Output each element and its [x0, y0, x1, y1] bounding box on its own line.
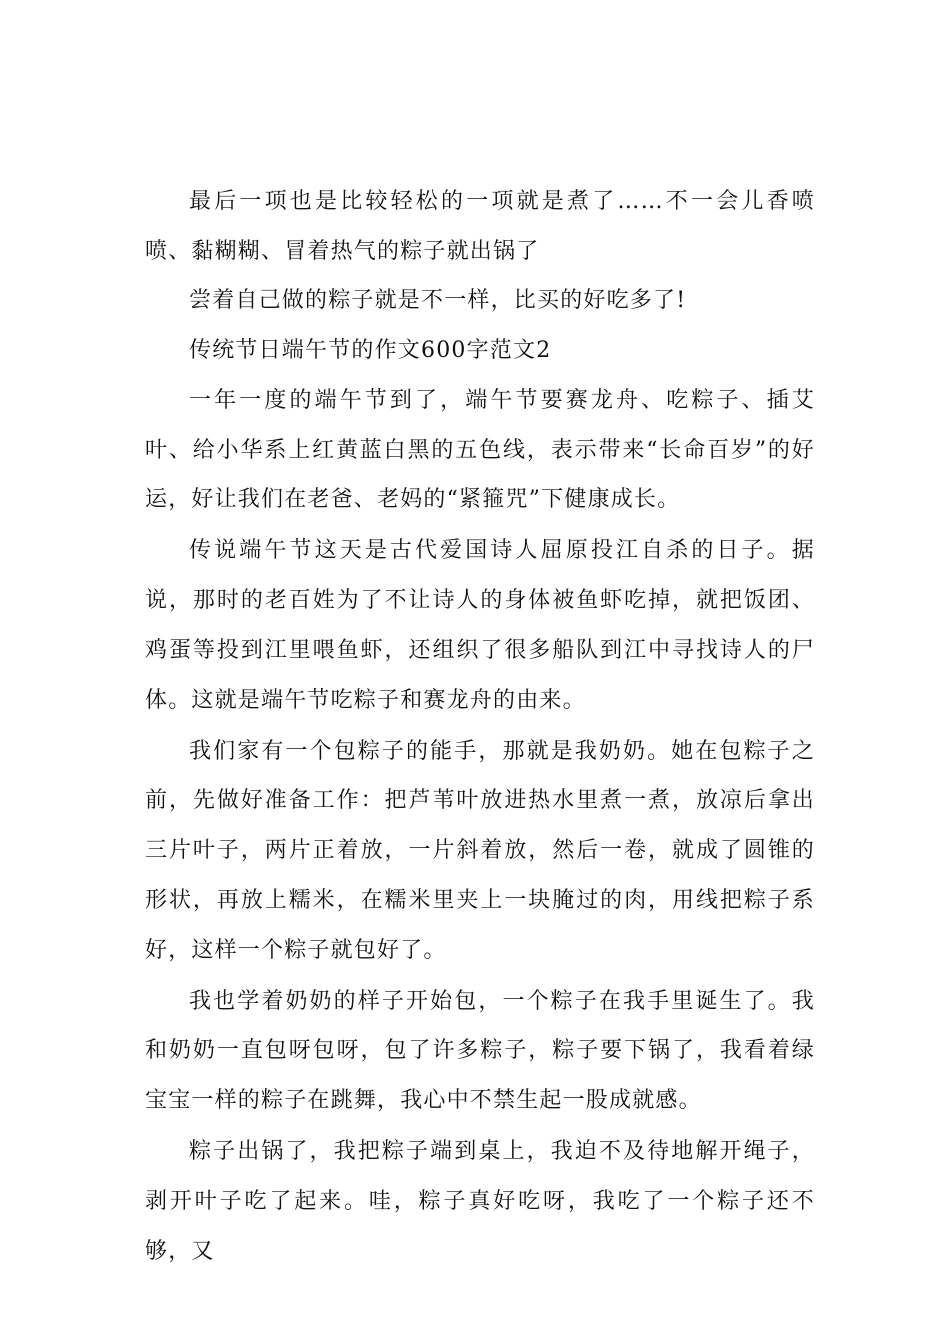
- paragraph-legend: 传说端午节这天是古代爱国诗人屈原投江自杀的日子。据说，那时的老百姓为了不让诗人的身体被鱼虾吃掉，就把饭团、鸡蛋等投到江里喂鱼虾，还组织了很多船队到江中寻找诗人的尸体。这就是端午节吃粽子和赛龙舟的由来。: [145, 538, 815, 713]
- paragraph-grandma: 我们家有一个包粽子的能手，那就是我奶奶。她在包粽子之前，先做好准备工作：把芦苇叶放进热水里煮一煮，放凉后拿出三片叶子，两片正着放，一片斜着放，然后一卷，就成了圆锥的形状，再放上糯米，在糯米里夹上一块腌过的肉，用线把粽子系好，这样一个粽子就包好了。: [145, 738, 815, 963]
- document-body: [145, 177, 815, 1276]
- paragraph-festival-intro: 一年一度的端午节到了，端午节要赛龙舟、吃粽子、插艾叶、给小华系上红黄蓝白黑的五色线，表示带来“长命百岁”的好运，好让我们在老爸、老妈的“紧箍咒”下健康成长。: [145, 387, 815, 513]
- paragraph-cooking: 最后一项也是比较轻松的一项就是煮了……不一会儿香喷喷、黏糊糊、冒着热气的粽子就出锅了: [145, 189, 815, 264]
- essay-title-2: 传统节日端午节的作文600字范文2: [189, 338, 552, 364]
- paragraph-eating: 粽子出锅了，我把粽子端到桌上，我迫不及待地解开绳子，剥开叶子吃了起来。哇，粽子真好吃呀，我吃了一个粽子还不够，又: [145, 1139, 815, 1264]
- paragraph-learning: 我也学着奶奶的样子开始包，一个粽子在我手里诞生了。我和奶奶一直包呀包呀，包了许多粽子，粽子要下锅了，我看着绿宝宝一样的粽子在跳舞，我心中不禁生起一股成就感。: [145, 988, 815, 1114]
- paragraph-tasting: 尝着自己做的粽子就是不一样，比买的好吃多了!: [189, 288, 687, 314]
